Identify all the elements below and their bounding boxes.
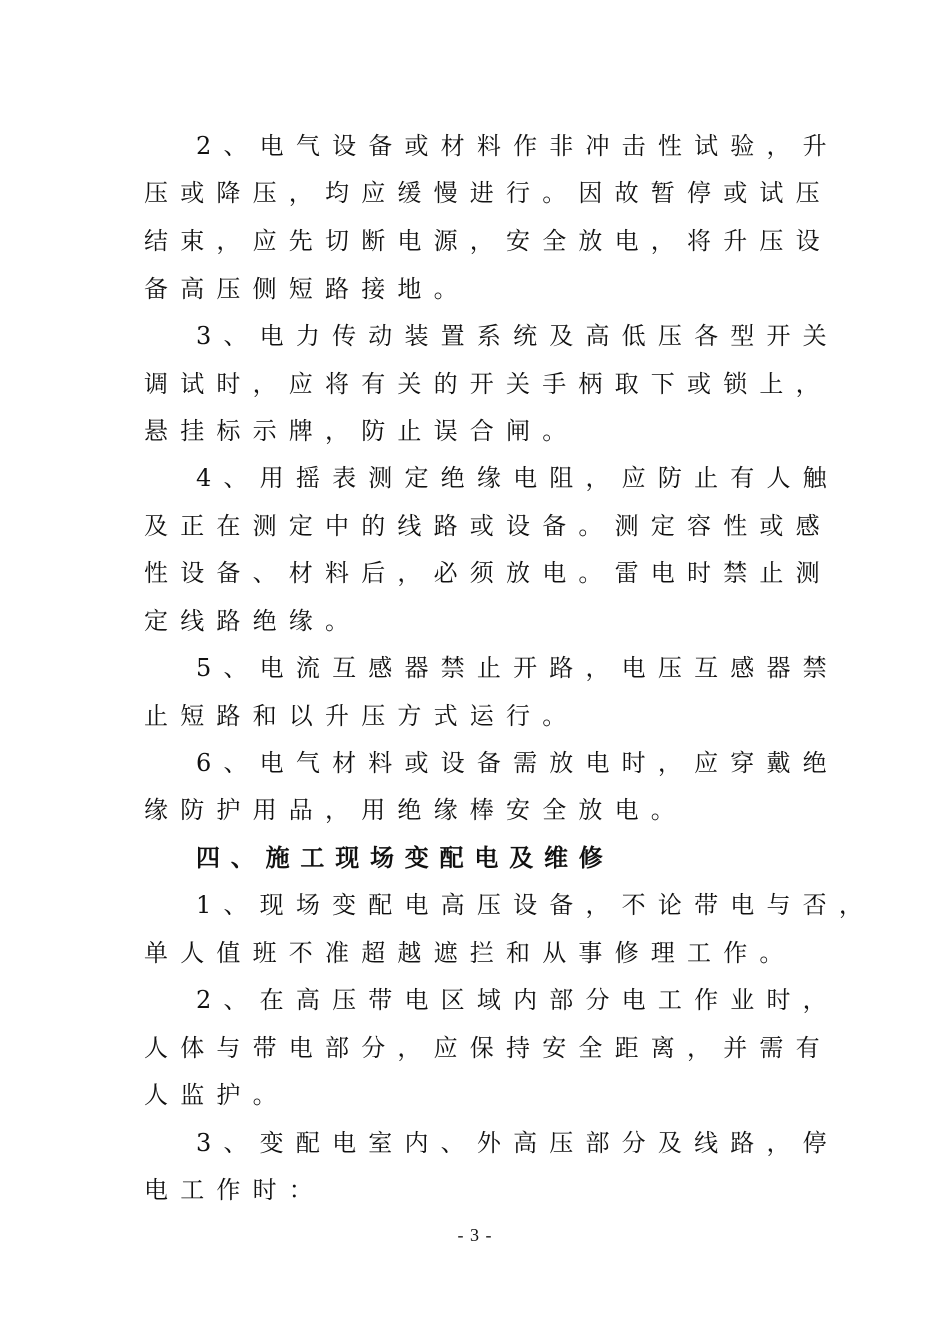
paragraph-line: 悬挂标示牌，防止误合闸。 [144, 417, 579, 445]
paragraph-line: 5、电流互感器禁止开路，电压互感器禁 [196, 654, 839, 682]
paragraph-line: 2、电气设备或材料作非冲击性试验，升 [196, 132, 839, 160]
paragraph-line: 定线路绝缘。 [144, 607, 362, 635]
paragraph-line: 电工作时： [144, 1176, 325, 1204]
paragraph-line: 1、现场变配电高压设备，不论带电与否， [196, 891, 876, 919]
paragraph-line: 结束，应先切断电源，安全放电，将升压设 [144, 227, 832, 255]
paragraph-line: 人监护。 [144, 1081, 289, 1109]
paragraph-line: 压或降压，均应缓慢进行。因故暂停或试压 [144, 179, 832, 207]
paragraph-line: 调试时，应将有关的开关手柄取下或锁上， [144, 370, 832, 398]
paragraph-line: 6、电气材料或设备需放电时，应穿戴绝 [196, 749, 839, 777]
section-heading: 四、施工现场变配电及维修 [196, 844, 614, 872]
paragraph-line: 单人值班不准超越遮拦和从事修理工作。 [144, 939, 796, 967]
paragraph-line: 2、在高压带电区域内部分电工作业时， [196, 986, 839, 1014]
paragraph-line: 4、用摇表测定绝缘电阻，应防止有人触 [196, 464, 839, 492]
paragraph-line: 人体与带电部分，应保持安全距离，并需有 [144, 1034, 832, 1062]
page-number: - 3 - [457, 1225, 493, 1245]
paragraph-line: 及正在测定中的线路或设备。测定容性或感 [144, 512, 832, 540]
paragraph-line: 缘防护用品，用绝缘棒安全放电。 [144, 796, 687, 824]
paragraph-line: 备高压侧短路接地。 [144, 275, 470, 303]
paragraph-line: 3、变配电室内、外高压部分及线路，停 [196, 1129, 839, 1157]
paragraph-line: 3、电力传动装置系统及高低压各型开关 [196, 322, 839, 350]
paragraph-line: 止短路和以升压方式运行。 [144, 702, 579, 730]
paragraph-line: 性设备、材料后，必须放电。雷电时禁止测 [144, 559, 832, 587]
